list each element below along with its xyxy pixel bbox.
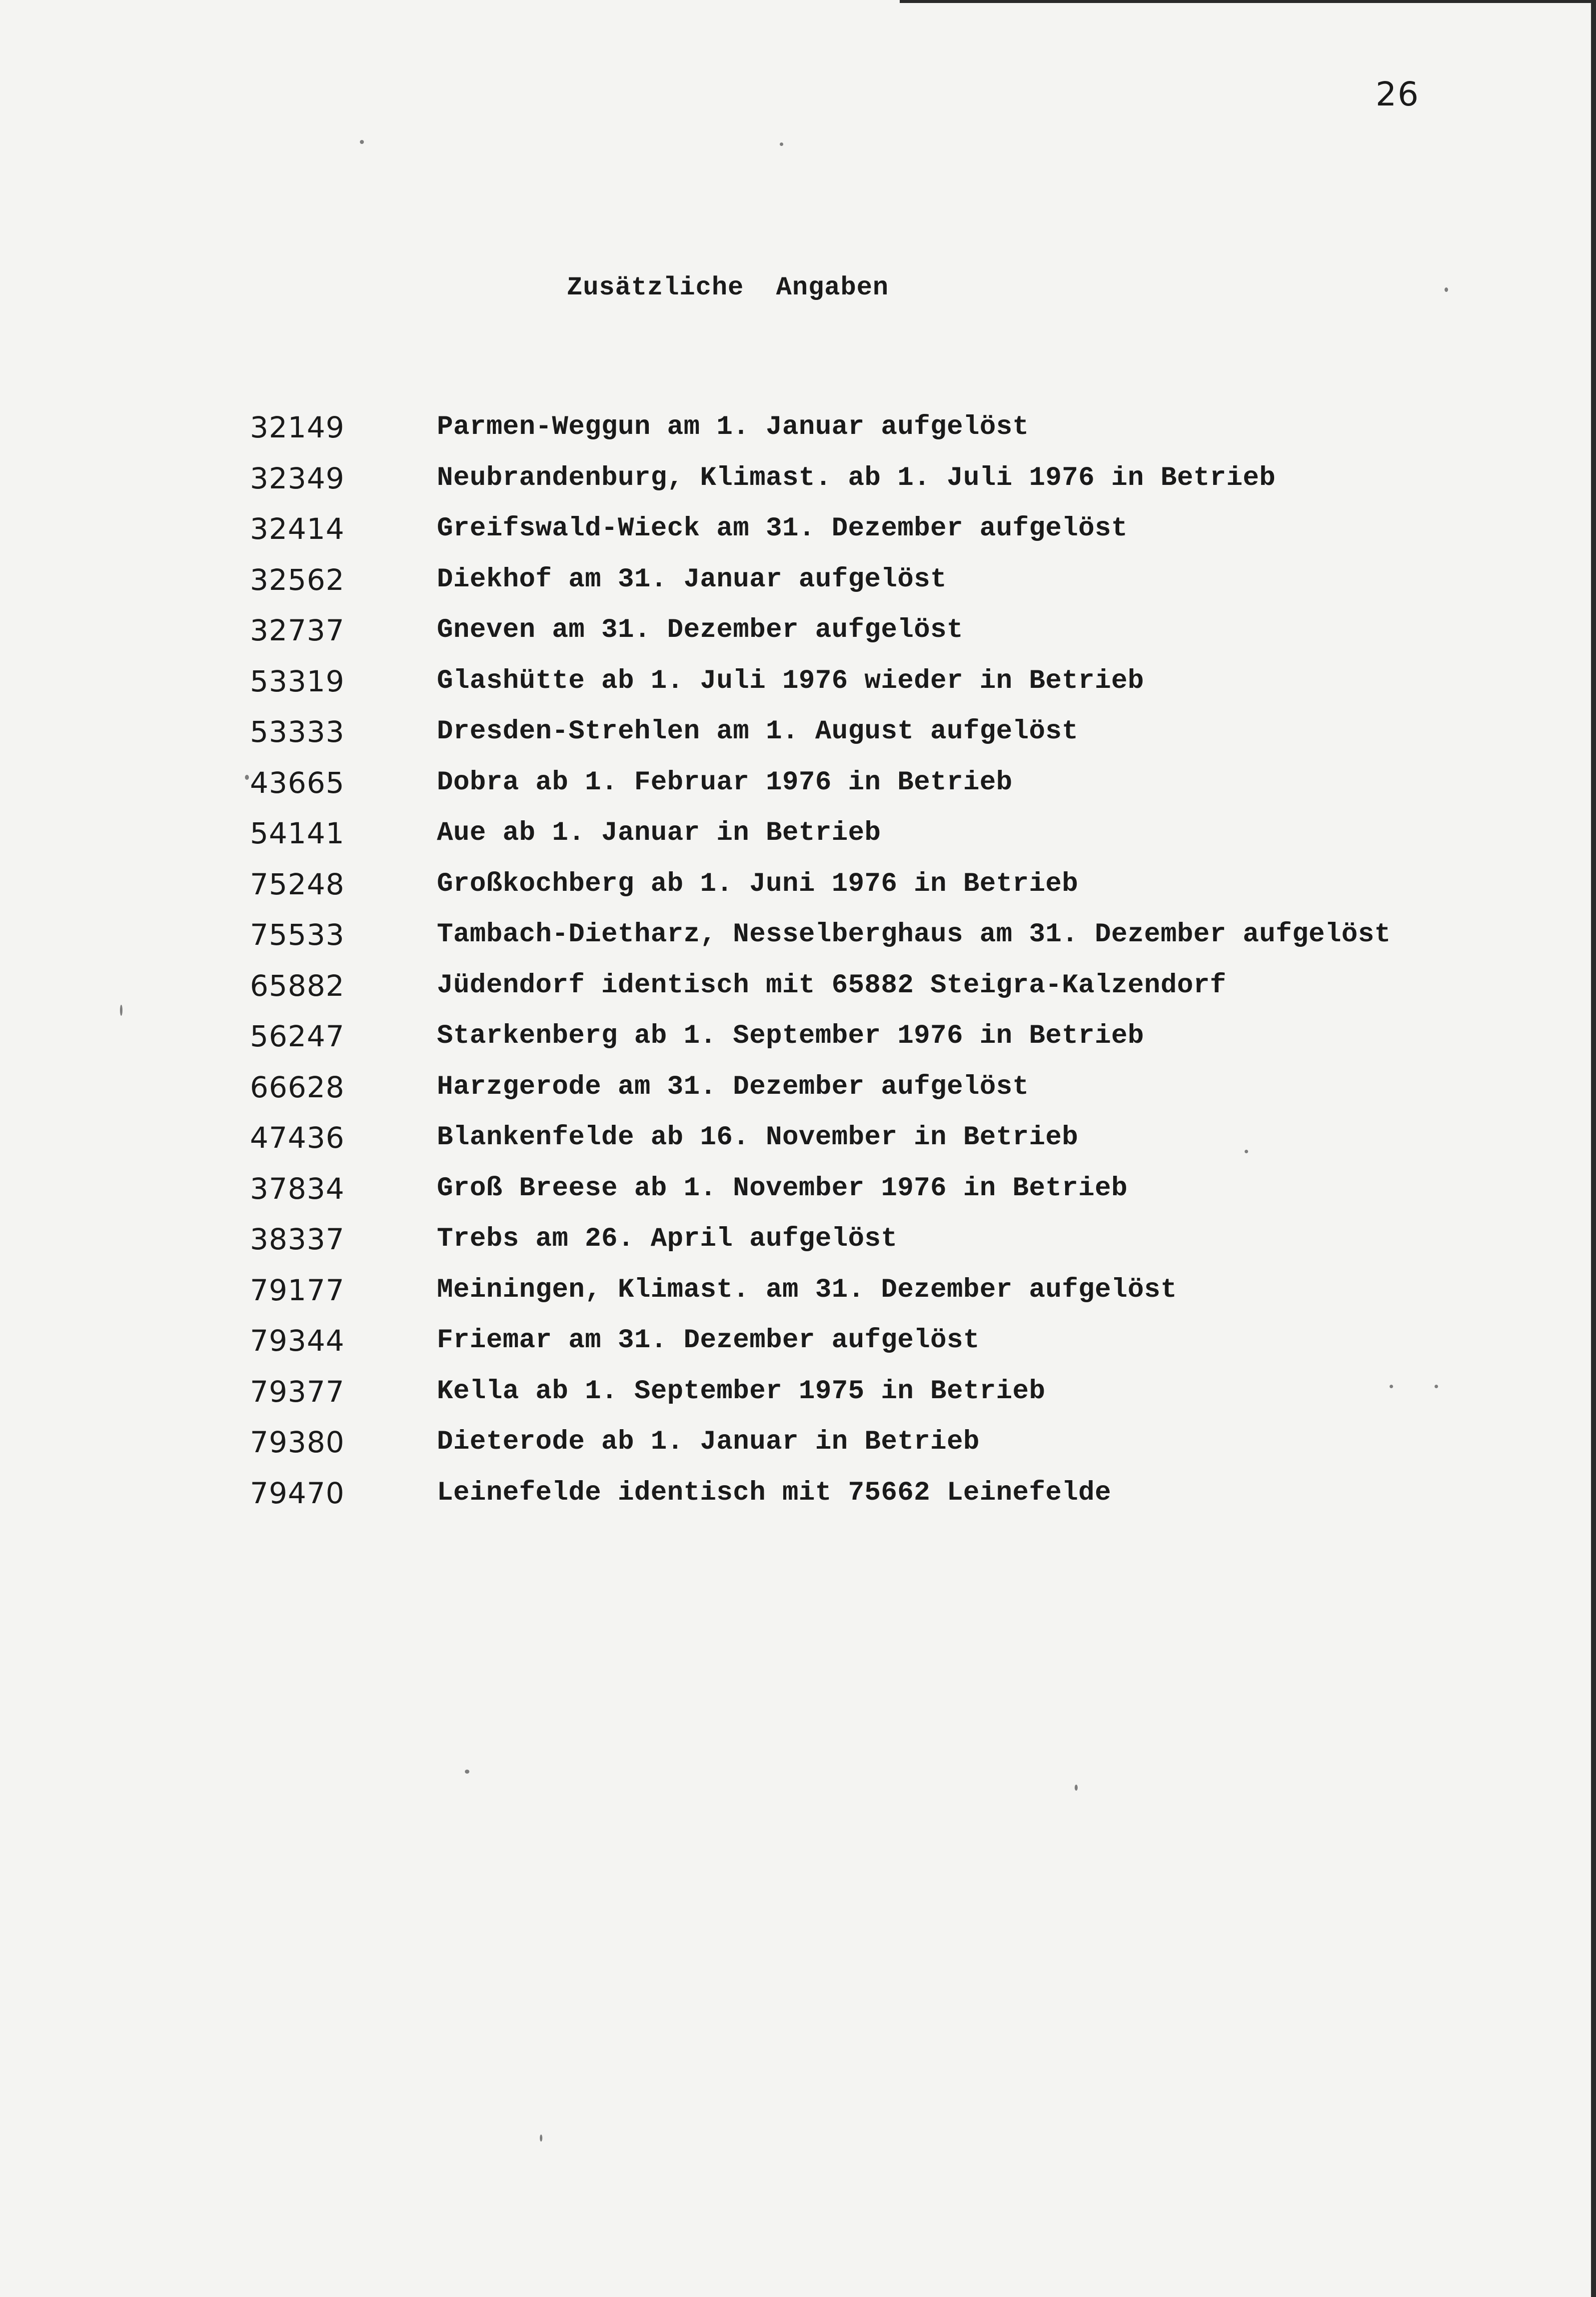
station-code: 53319	[250, 664, 345, 698]
list-item	[250, 760, 1500, 811]
list-item	[250, 811, 1500, 862]
scan-speck	[540, 2135, 542, 2142]
station-note: Meiningen, Klimast. am 31. Dezember aufgelöst	[437, 1274, 1177, 1305]
station-code: 54141	[250, 816, 345, 850]
station-code: 79177	[250, 1273, 345, 1307]
page-right-border	[1591, 0, 1596, 2297]
list-item	[250, 1115, 1500, 1166]
page-number: 26	[1376, 75, 1420, 113]
station-code: 32737	[250, 613, 345, 647]
list-item	[250, 405, 1500, 456]
station-note: Leinefelde identisch mit 75662 Leinefelde	[437, 1477, 1112, 1508]
station-note: Diekhof am 31. Januar aufgelöst	[437, 564, 947, 595]
scan-speck	[120, 1005, 122, 1016]
station-code: 75533	[250, 918, 345, 952]
station-note: Kella ab 1. September 1975 in Betrieb	[437, 1376, 1046, 1407]
station-code: 65882	[250, 968, 345, 1003]
list-item	[250, 1369, 1500, 1420]
list-item	[250, 608, 1500, 659]
station-code: 38337	[250, 1222, 345, 1256]
station-note: Neubrandenburg, Klimast. ab 1. Juli 1976 in Betrieb	[437, 462, 1276, 493]
scan-speck	[360, 140, 364, 144]
list-item	[250, 709, 1500, 760]
station-code: 32562	[250, 562, 345, 597]
station-note: Gneven am 31. Dezember aufgelöst	[437, 615, 963, 645]
station-code: 53333	[250, 715, 345, 749]
list-item	[250, 963, 1500, 1014]
station-code: 43665	[250, 765, 345, 800]
station-note: Friemar am 31. Dezember aufgelöst	[437, 1325, 980, 1356]
station-code: 32414	[250, 512, 345, 546]
station-note: Aue ab 1. Januar in Betrieb	[437, 818, 881, 848]
station-change-list	[250, 405, 1500, 1521]
station-code: 32149	[250, 410, 345, 444]
scan-speck	[245, 775, 249, 780]
list-item	[250, 557, 1500, 608]
station-code: 79344	[250, 1324, 345, 1358]
station-code: 79380	[250, 1425, 345, 1459]
station-note: Groß Breese ab 1. November 1976 in Betrieb	[437, 1173, 1128, 1204]
scan-speck	[780, 142, 783, 146]
station-code: 37834	[250, 1171, 345, 1206]
station-note: Großkochberg ab 1. Juni 1976 in Betrieb	[437, 868, 1079, 899]
scan-speck	[1075, 1785, 1078, 1791]
station-note: Tambach-Dietharz, Nesselberghaus am 31. Dezember aufgelöst	[437, 919, 1391, 950]
list-item	[250, 1065, 1500, 1116]
list-item	[250, 659, 1500, 710]
page-top-border	[900, 0, 1596, 3]
list-item	[250, 506, 1500, 557]
station-note: Dresden-Strehlen am 1. August aufgelöst	[437, 716, 1079, 747]
scan-speck	[1245, 1150, 1248, 1153]
station-note: Dobra ab 1. Februar 1976 in Betrieb	[437, 767, 1013, 798]
list-item	[250, 1166, 1500, 1217]
list-item	[250, 1268, 1500, 1319]
list-item	[250, 1014, 1500, 1065]
scan-speck	[1435, 1385, 1438, 1388]
station-note: Parmen-Weggun am 1. Januar aufgelöst	[437, 412, 1029, 442]
list-item	[250, 1420, 1500, 1471]
scan-speck	[465, 1770, 469, 1774]
station-note: Trebs am 26. April aufgelöst	[437, 1224, 898, 1254]
station-code: 47436	[250, 1121, 345, 1155]
list-item	[250, 1471, 1500, 1522]
list-item	[250, 862, 1500, 913]
station-code: 56247	[250, 1019, 345, 1053]
station-note: Starkenberg ab 1. September 1976 in Betrieb	[437, 1021, 1144, 1051]
station-code: 75248	[250, 867, 345, 901]
scan-speck	[1445, 287, 1448, 292]
list-item	[250, 912, 1500, 963]
list-item	[250, 1318, 1500, 1369]
scan-speck	[1390, 1385, 1393, 1388]
station-code: 79377	[250, 1374, 345, 1409]
station-note: Glashütte ab 1. Juli 1976 wieder in Betrieb	[437, 665, 1144, 696]
list-item	[250, 1217, 1500, 1268]
station-code: 66628	[250, 1070, 345, 1104]
station-note: Dieterode ab 1. Januar in Betrieb	[437, 1427, 980, 1457]
document-title: Zusätzliche Angaben	[567, 273, 889, 302]
station-code: 79470	[250, 1476, 345, 1510]
station-note: Harzgerode am 31. Dezember aufgelöst	[437, 1071, 1029, 1102]
list-item	[250, 456, 1500, 507]
station-note: Blankenfelde ab 16. November in Betrieb	[437, 1122, 1079, 1153]
station-note: Jüdendorf identisch mit 65882 Steigra-Kalzendorf	[437, 970, 1227, 1001]
station-code: 32349	[250, 461, 345, 495]
station-note: Greifswald-Wieck am 31. Dezember aufgelöst	[437, 513, 1128, 544]
